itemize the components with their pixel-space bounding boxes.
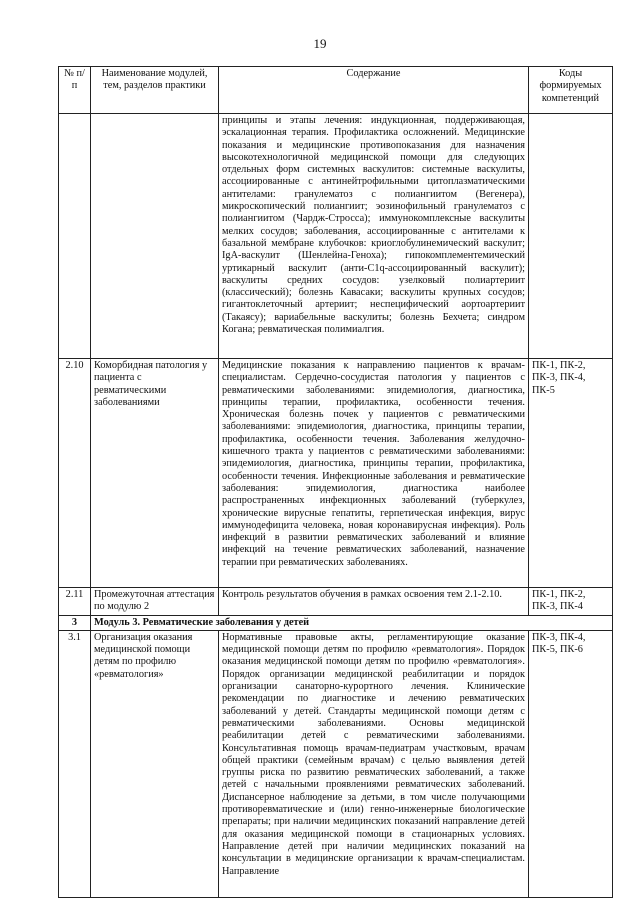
row-codes: ПК-1, ПК-2, ПК-3, ПК-4: [529, 588, 613, 616]
header-content: Содержание: [219, 67, 529, 114]
table-header-row: [59, 67, 613, 114]
module-title: Модуль 3. Ревматические заболевания у детей: [91, 615, 613, 630]
module-num: 3: [59, 615, 91, 630]
row-codes: [529, 114, 613, 359]
row-name: Коморбидная патология у пациента с ревматическими заболеваниями: [91, 359, 219, 588]
header-codes: Коды формируемых компетенций: [529, 67, 613, 114]
curriculum-table: [58, 66, 613, 898]
row-codes: ПК-3, ПК-4, ПК-5, ПК-6: [529, 630, 613, 897]
row-name: [91, 114, 219, 359]
row-content: принципы и этапы лечения: индукционная, поддерживающая, эскалационная терапия. Профилактика осложнений. Медицинские показания и медицинские противопоказания для назначения высокотехнологичной медицинской помощи для следующих отдельных форм системных васкулитов: системные васкулиты, ассоциированные с антинейтрофильными цитоплазматическими антителами: гранулематоз с полиангиитом (Вегенера), микроскопический полиангиит; эозинофильный гранулематоз с полиангиитом (Чардж-Стросса); иммунокомплексные васкулиты мелких сосудов; заболевания, ассоциированные с антителами к базальной мембране клубочков: криоглобулинемический васкулит; IgA-васкулит (Шенлейна-Геноха); гипокомплементемический уртикарный васкулит (анти-C1q-ассоциированный васкулит); васкулиты средних сосудов: узелковый полиартериит (классический); болезнь Кавасаки; васкулиты крупных сосудов; гигантоклеточный артериит; неспецифический аортоартериит (Такаясу); вариабельные васкулиты; болезнь Бехчета; синдром Когана; ревматическая полимиалгия.: [219, 114, 529, 359]
row-num: [59, 114, 91, 359]
table-row: [59, 359, 613, 588]
page-number: 19: [313, 36, 327, 51]
row-num: 3.1: [59, 630, 91, 897]
row-content: Контроль результатов обучения в рамках освоения тем 2.1-2.10.: [219, 588, 529, 616]
module-header-row: [59, 615, 613, 630]
row-codes: ПК-1, ПК-2, ПК-3, ПК-4, ПК-5: [529, 359, 613, 588]
row-name: Организация оказания медицинской помощи детям по профилю «ревматология»: [91, 630, 219, 897]
row-content: Медицинские показания к направлению пациентов к врачам-специалистам. Сердечно-сосудистая патология у пациентов с ревматическими заболеваниями: эпидемиология, диагностика, принципы терапии, профилактика, особенности течения. Хроническая болезнь почек у пациентов с ревматическими заболеваниями: эпидемиология, диагностика, принципы терапии, профилактика, особенности течения. Заболевания желудочно-кишечного тракта у пациентов с ревматическими заболеваниями: эпидемиология, диагностика, принципы терапии, профилактика, особенности течения. Инфекционные заболевания и ревматические заболевания: эпидемиология, диагностика наиболее распространенных инфекционных заболеваний (туберкулез, хронические вирусные гепатиты, герпетическая инфекция, вирус иммунодефицита человека, новая коронавирусная инфекция). Роль инфекций в развитии ревматических заболеваний и влияние инфекций на течение ревматических заболеваний, назначение терапии при ревматических заболеваниях.: [219, 359, 529, 588]
row-name: Промежуточная аттестация по модулю 2: [91, 588, 219, 616]
header-num: № п/п: [59, 67, 91, 114]
table-row: [59, 588, 613, 616]
row-num: 2.10: [59, 359, 91, 588]
table-row: [59, 114, 613, 359]
row-num: 2.11: [59, 588, 91, 616]
row-content: Нормативные правовые акты, регламентирующие оказание медицинской помощи детям по профилю «ревматология». Порядок оказания медицинской помощи детям по профилю «ревматология». Порядок организации медицинской реабилитации и порядок организации санаторно-курортного лечения. Клинические рекомендации по диагностике и лечению ревматических заболеваний у детей. Стандарты медицинской помощи детям с ревматическими заболеваниями. Основы медицинской реабилитации детей с ревматическими заболеваниями. Консультативная помощь врачам-педиатрам участковым, врачам общей практики (семейным врачам) с целью выявления детей группы риска по развитию ревматических заболеваний, а также детей с начальными проявлениями ревматических заболеваний. Диспансерное наблюдение за детьми, в том числе получающими противоревматические и (или) генно-инженерные биологические препараты; при наличии медицинских показаний направление детей для оказания медицинской помощи в стационарных условиях. Направление детей при наличии медицинских показаний на консультации в медицинские организации к врачам-специалистам. Направление: [219, 630, 529, 897]
table-row: [59, 630, 613, 897]
header-name: Наименование модулей, тем, разделов практики: [91, 67, 219, 114]
